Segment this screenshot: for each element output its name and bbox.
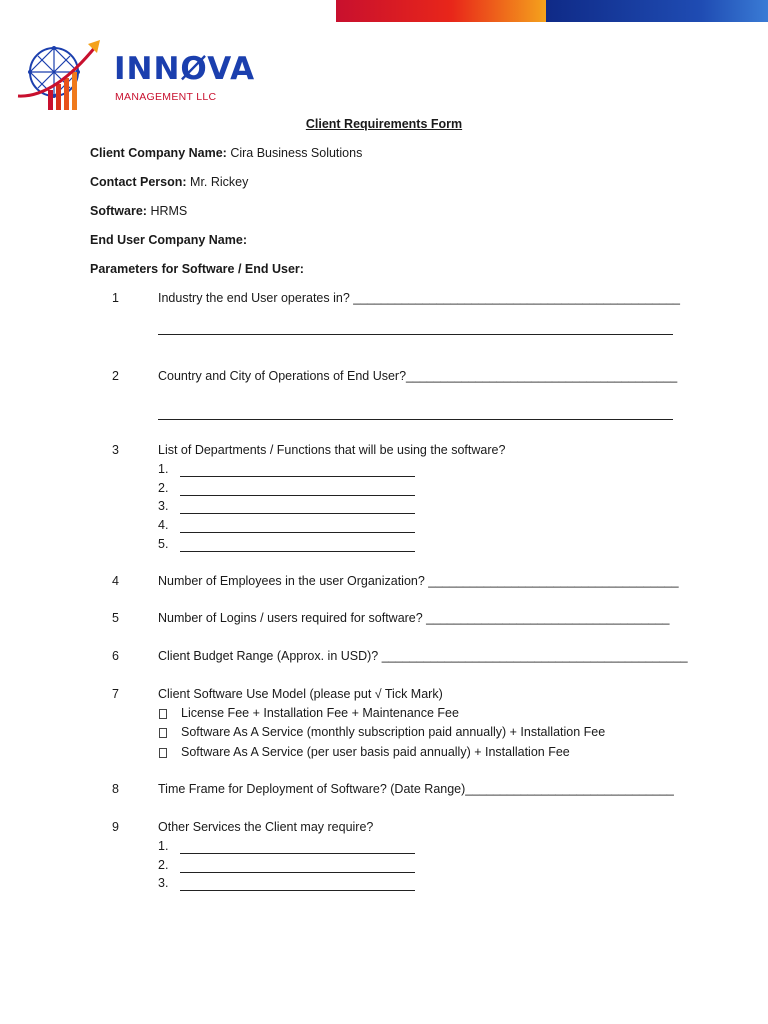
option-checkbox[interactable] (159, 709, 167, 719)
field-value: Cira Business Solutions (230, 146, 363, 160)
question-text: List of Departments / Functions that will be using the software? (158, 443, 506, 457)
end-user-company-field (90, 233, 247, 247)
question-text: Number of Employees in the user Organization? ____________________________________ (158, 574, 679, 588)
option-label: Software As A Service (per user basis paid annually) + Installation Fee (181, 745, 570, 759)
field-label: Client Company Name: (90, 146, 227, 160)
option-checkbox[interactable] (159, 728, 167, 738)
list-item-line[interactable] (180, 890, 415, 891)
list-item-line[interactable] (180, 872, 415, 873)
field-value: HRMS (150, 204, 188, 218)
list-item-line[interactable] (180, 495, 415, 496)
list-item-line[interactable] (180, 853, 415, 854)
question-text: Client Budget Range (Approx. in USD)? ____________________________________________ (158, 649, 688, 663)
list-item-number: 2. (158, 481, 169, 495)
list-item-line[interactable] (180, 532, 415, 533)
option-label: Software As A Service (monthly subscription paid annually) + Installation Fee (181, 725, 606, 739)
list-item-line[interactable] (180, 476, 415, 477)
field-label: Software: (90, 204, 147, 218)
contact-person-field (90, 175, 248, 189)
question-number: 7 (112, 687, 119, 701)
list-item-number: 3. (158, 499, 169, 513)
header-bar-red (336, 0, 546, 22)
field-value: Mr. Rickey (190, 175, 249, 189)
question-text: Country and City of Operations of End User?_______________________________________ (158, 369, 678, 383)
question-number: 4 (112, 574, 119, 588)
question-text: Time Frame for Deployment of Software? (Date Range)______________________________ (158, 782, 674, 796)
question-number: 2 (112, 369, 119, 383)
question-number: 9 (112, 820, 119, 834)
question-number: 6 (112, 649, 119, 663)
list-item-number: 4. (158, 518, 169, 532)
list-item-line[interactable] (180, 551, 415, 552)
field-label: Contact Person: (90, 175, 187, 189)
brand-subtitle: MANAGEMENT LLC (115, 91, 217, 103)
software-field (90, 204, 187, 218)
globe-arrow-icon (14, 38, 114, 114)
list-item-line[interactable] (180, 513, 415, 514)
form-title: Client Requirements Form (305, 117, 463, 131)
question-text: Client Software Use Model (please put √ Tick Mark) (158, 687, 443, 701)
brand-name: INNØVA (114, 51, 256, 87)
question-text: Other Services the Client may require? (158, 820, 374, 834)
question-number: 5 (112, 611, 119, 625)
answer-line[interactable] (158, 419, 673, 420)
answer-line[interactable] (158, 334, 673, 335)
question-number: 1 (112, 291, 119, 305)
header-bar-blue (546, 0, 768, 22)
list-item-number: 5. (158, 537, 169, 551)
question-number: 8 (112, 782, 119, 796)
question-text: Industry the end User operates in? _______________________________________________ (158, 291, 680, 305)
field-label: End User Company Name: (90, 233, 247, 247)
option-checkbox[interactable] (159, 748, 167, 758)
question-text: Number of Logins / users required for software? ___________________________________ (158, 611, 670, 625)
list-item-number: 1. (158, 462, 169, 476)
parameters-label: Parameters for Software / End User: (90, 262, 304, 276)
list-item-number: 3. (158, 876, 169, 890)
innova-logo (14, 38, 254, 114)
option-label: License Fee + Installation Fee + Maintenance Fee (181, 706, 459, 720)
list-item-number: 1. (158, 839, 169, 853)
parameters-heading (90, 262, 304, 276)
question-number: 3 (112, 443, 119, 457)
client-company-field (90, 146, 362, 160)
list-item-number: 2. (158, 858, 169, 872)
